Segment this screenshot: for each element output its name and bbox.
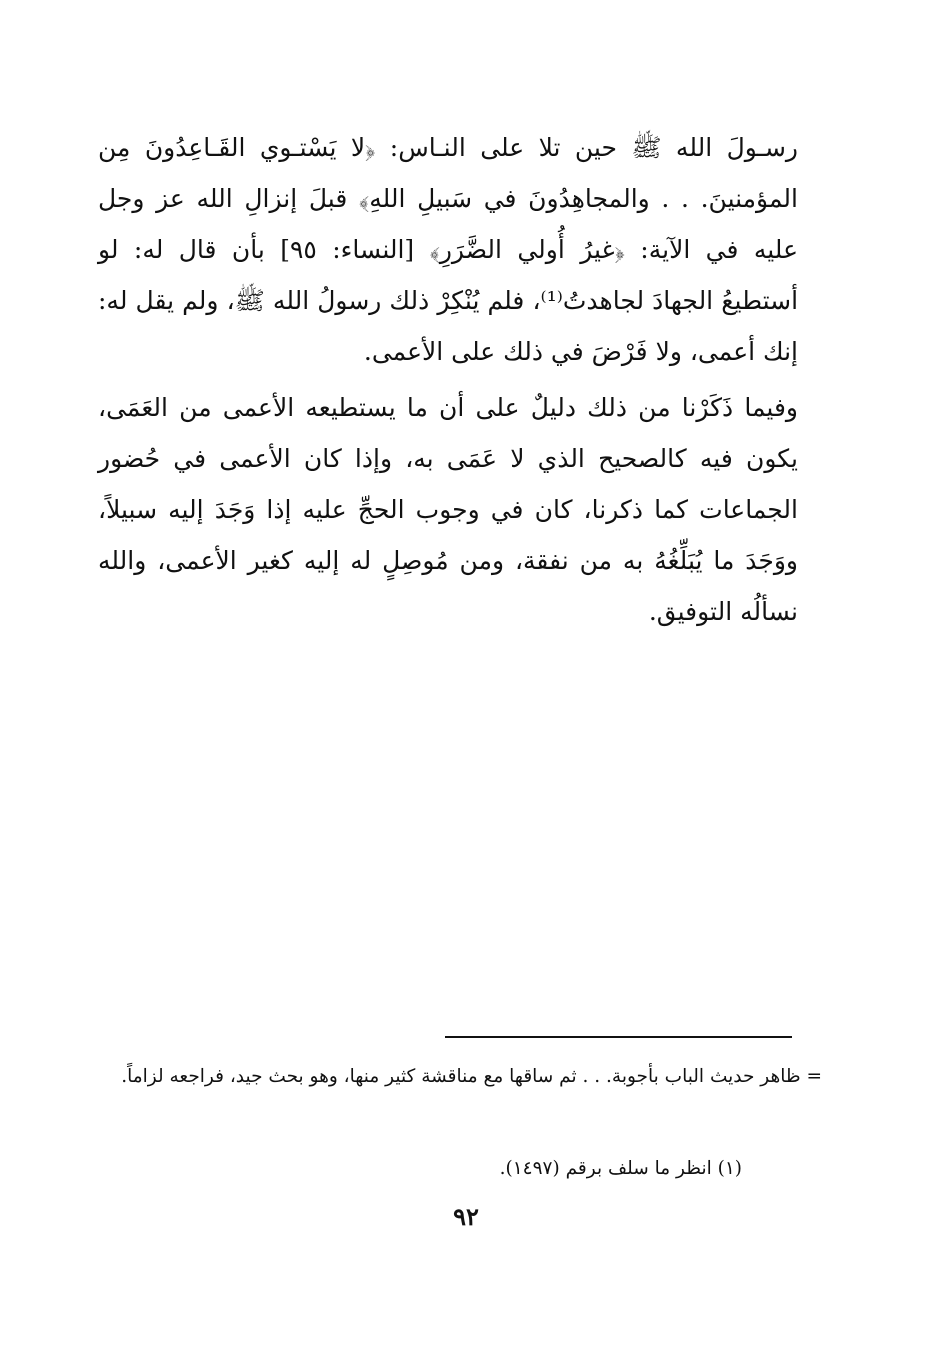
- main-paragraph-1: رسـولَ الله ﷺ حين تلا على النـاس: ﴿لا يَسْتـوي القَـاعِدُونَ مِن المؤمنينَ. . . والمجاهِدُونَ في سَبيلِ اللهِ﴾ قبلَ إنزالِ الله عز وجل عليه في الآية: ﴿غيرُ أُولي الضَّرَرِ﴾ [النساء: ٩٥] بأن قال له: لو أستطيعُ الجهادَ لجاهدتُ⁽¹⁾، فلم يُنْكِرْ ذلك رسولُ الله ﷺ، ولم يقل له: إنك أعمى، ولا فَرْضَ في ذلك على الأعمى.: [98, 133, 799, 366]
- footnote-continuation: = ظاهر حديث الباب بأجوبة. . . ثم ساقها مع مناقشة كثير منها، وهو بحث جيد، فراجعه لزاماً.: [121, 1066, 822, 1087]
- main-paragraph-2: وفيما ذَكَرْنا من ذلك دليلٌ على أن ما يستطيعه الأعمى من العَمَى، يكون فيه كالصحيح الذي لا عَمَى به، وإذا كان الأعمى في حُضور الجماعات كما ذكرنا، كان في وجوب الحجِّ عليه إذا وَجَدَ إليه سبيلاً، ووَجَدَ ما يُبَلِّغُهُ به من نفقة، ومن مُوصِلٍ له إليه كغير الأعمى، والله نسألُه التوفيق.: [98, 393, 798, 626]
- footnote-separator: [445, 1036, 792, 1038]
- page-number: ٩٢: [453, 1202, 479, 1231]
- footnote-1: (١) انظر ما سلف برقم (١٤٩٧).: [499, 1158, 742, 1179]
